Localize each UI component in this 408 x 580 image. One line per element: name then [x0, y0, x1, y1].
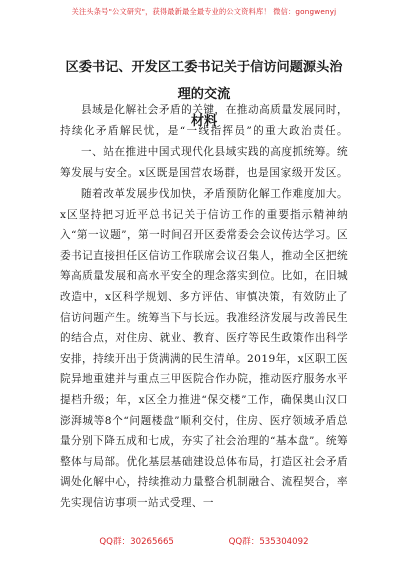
document-title-line-1: 区委书记、开发区工委书记关于信访问题源头治理的交流: [65, 60, 343, 102]
footer-qq-group-2: QQ群：535304092: [228, 537, 309, 547]
paragraph-intro: 县域是化解社会矛盾的关键，在推动高质量发展同时，持续化矛盾解民忧，是“一线指挥员”的重大政治责任。: [60, 104, 348, 137]
header-banner: 关注头条号"公文研究"，获得最新最全最专业的公文资料库！ 微信：gongwenyj: [71, 7, 337, 16]
footer-qq-group-1: QQ群：30265665: [99, 537, 174, 547]
paragraph-body: 随着改革发展步伐加快，矛盾预防化解工作难度加大。x区坚持把习近平总书记关于信访工作的重要指示精神纳入“第一议题”，第一时间召开区委常委会会议传达学习。区委书记直接担任区信访工作联席会议召集人，推动全区把统筹高质量发展和高水平安全的理念落实到位。比如，在旧城改造中，x区科学规划、多方评估、审慎决策，有效防止了信访问题产生。统筹当下与长远。我准经济发展与改善民生的结合点，对住房、就业、教育、医疗等民生政策作出科学安排，持续开出于货满满的民生清单。2019年，x区职工医院异地重建并与重点三甲医院合作办院，推动医疗服务水平提档升级；年，x区全力推进“保交楼”工作，确保奥山汉口澎湃城等8个“问题楼盘”顺利交付，住房、医疗领域矛盾总量分别下降五成和七成，夯实了社会治理的“基本盘”。统筹整体与局部。优化基层基础建设总体布局，打造区社会矛盾调处化解中心，持续推动力量整合机制融合、流程契合，率先实现信访事项一站式受理、一: [60, 188, 348, 509]
footer-contacts: [0, 535, 408, 547]
paragraph-section-one: 一、站在推进中国式现代化县域实践的高度抓统筹。统筹发展与安全。x区既是国营农场群，也是国家级开发区。: [60, 146, 348, 179]
document-title-line-2: 材料: [190, 114, 218, 129]
